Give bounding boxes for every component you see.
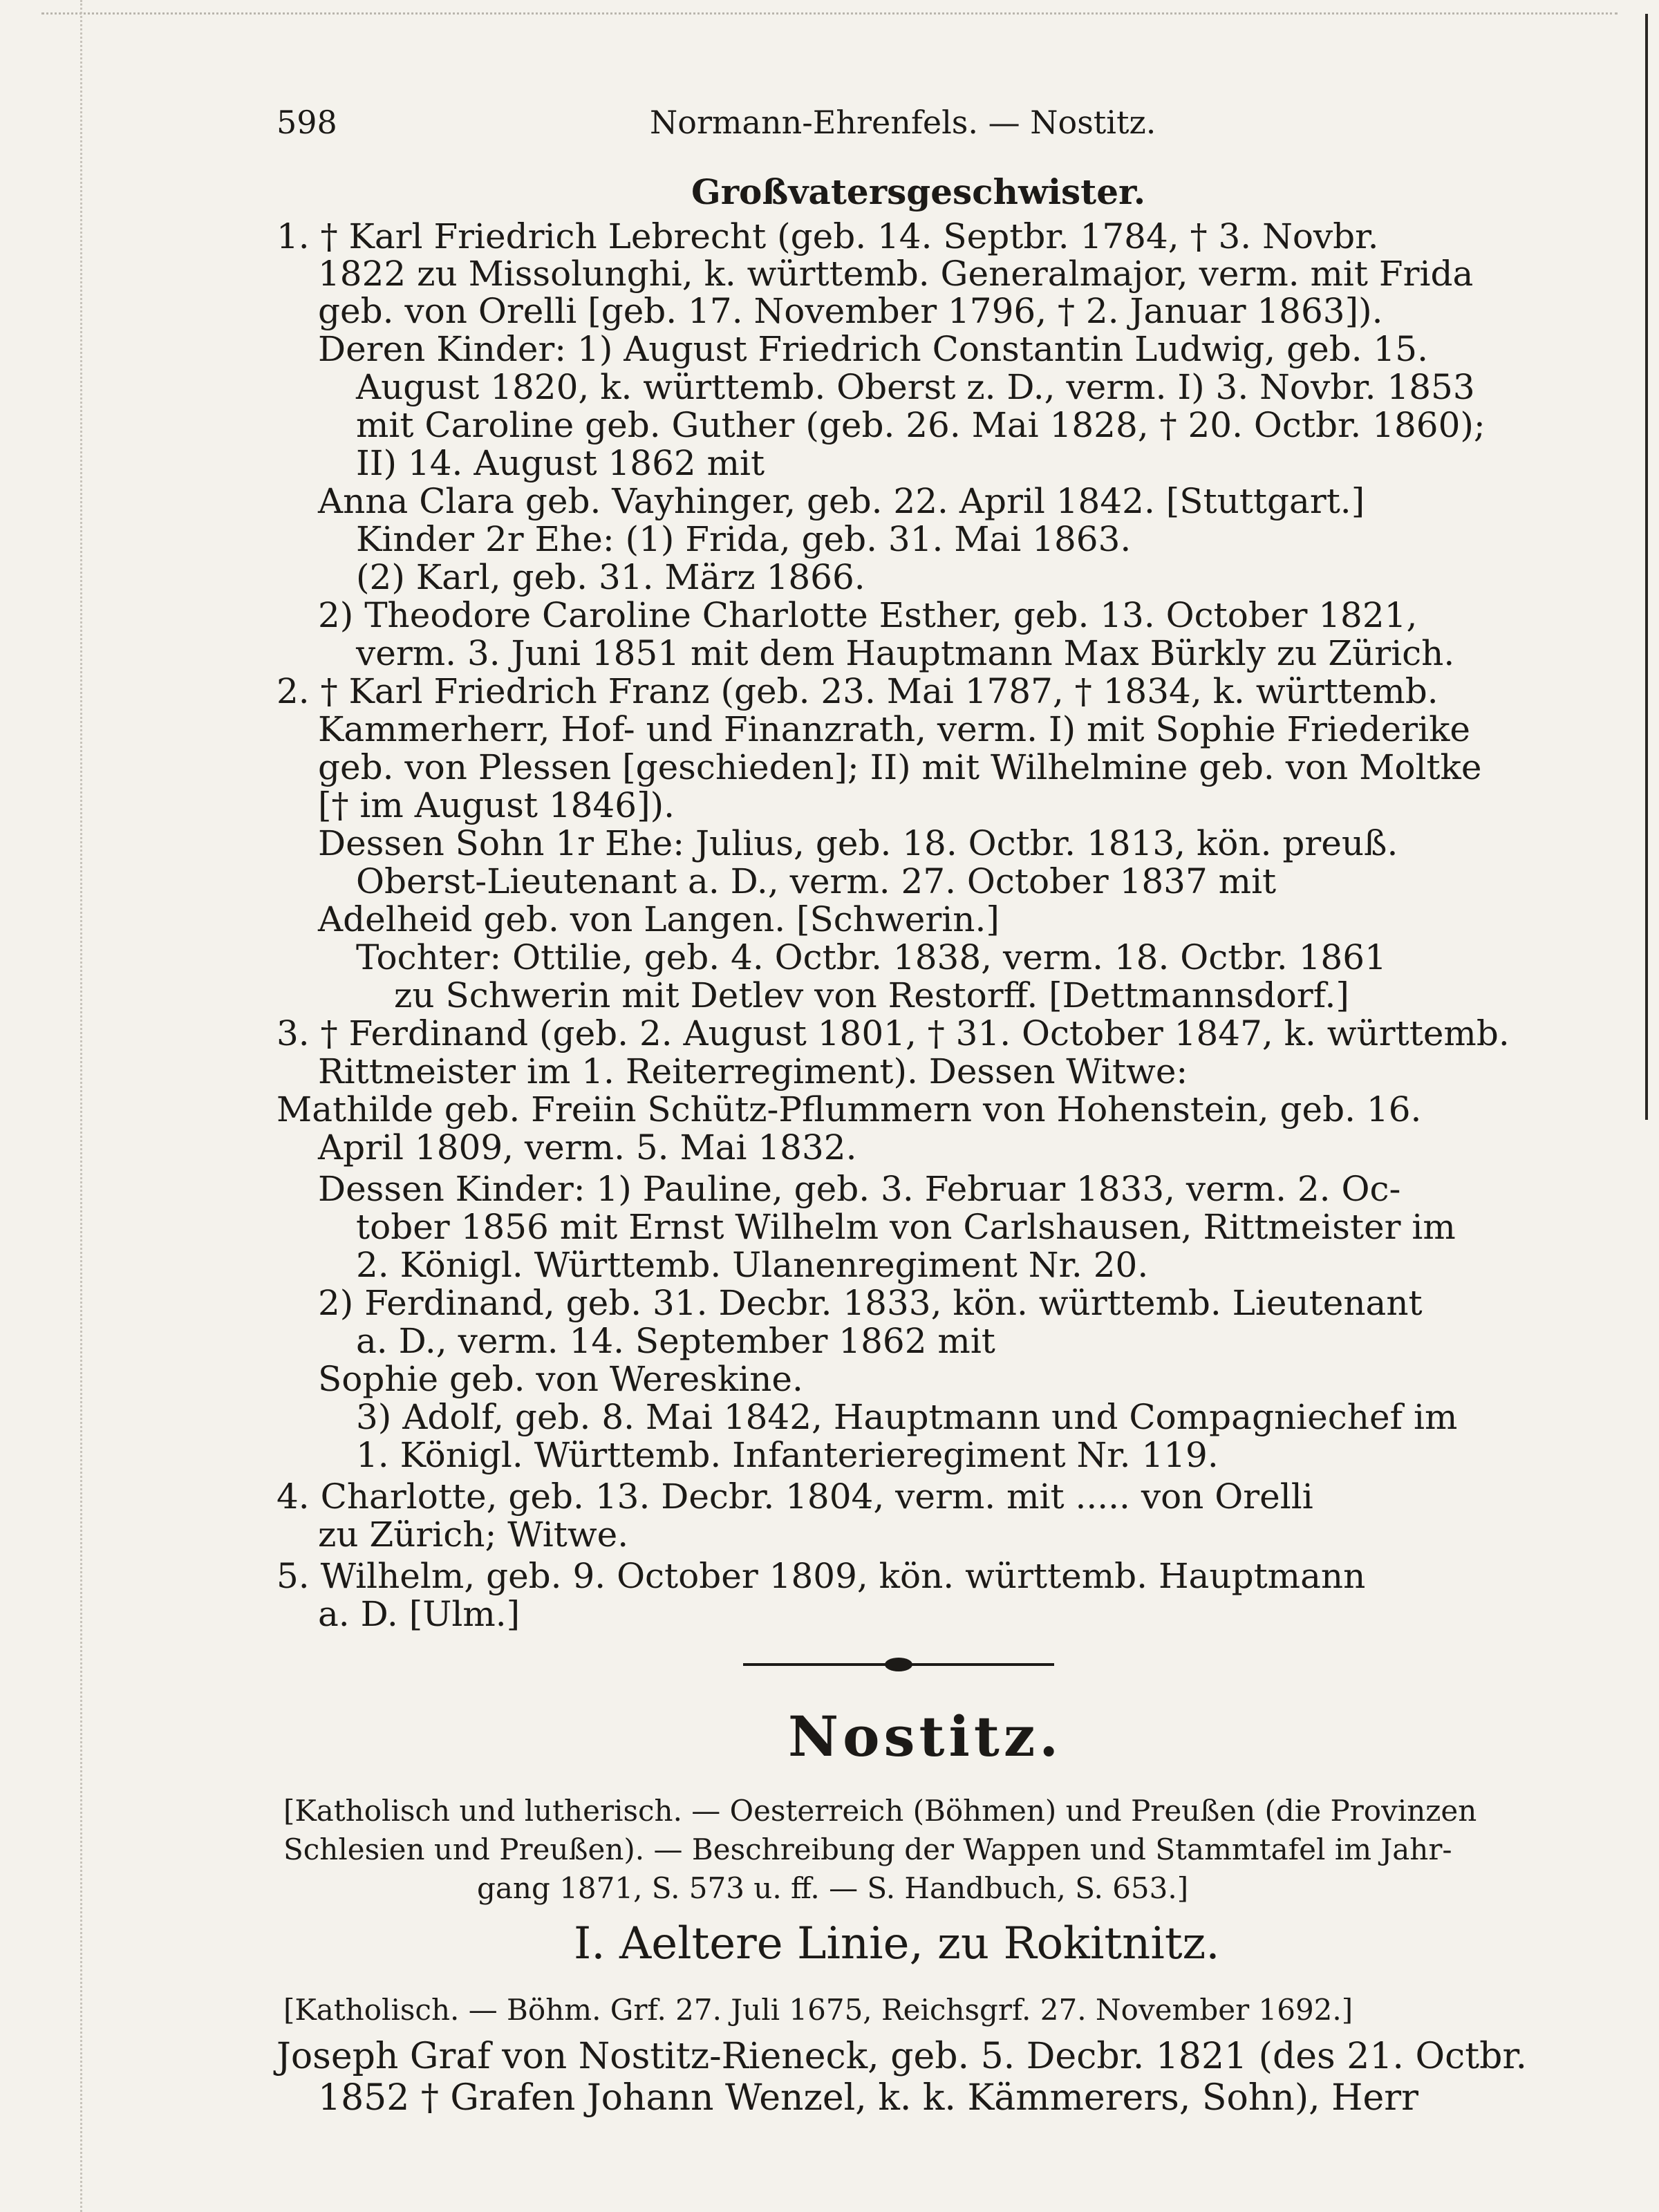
intro-line: [Katholisch und lutherisch. — Oesterreich (Böhmen) und Preußen (die Provinzen xyxy=(283,1794,1477,1828)
text-line: tober 1856 mit Ernst Wilhelm von Carlshausen, Rittmeister im xyxy=(356,1207,1456,1247)
intro-line: gang 1871, S. 573 u. ff. — S. Handbuch, S. 653.] xyxy=(477,1871,1189,1905)
text-line: August 1820, k. württemb. Oberst z. D., verm. I) 3. Novbr. 1853 xyxy=(356,367,1475,407)
text-line: zu Schwerin mit Detlev von Restorff. [Dettmannsdorf.] xyxy=(394,975,1349,1015)
family-title-nostitz: Nostitz. xyxy=(788,1704,1063,1769)
text-line: 5. Wilhelm, geb. 9. October 1809, kön. württemb. Hauptmann xyxy=(276,1556,1366,1596)
text-line: geb. von Orelli [geb. 17. November 1796, † 2. Januar 1863]). xyxy=(318,291,1383,331)
text-line: (2) Karl, geb. 31. März 1866. xyxy=(356,557,865,597)
text-line: 4. Charlotte, geb. 13. Decbr. 1804, verm. mit ..... von Orelli xyxy=(276,1477,1313,1517)
section-divider-ornament xyxy=(743,1656,1054,1673)
text-line: Mathilde geb. Freiin Schütz-Pflummern von Hohenstein, geb. 16. xyxy=(276,1089,1422,1130)
text-line: Anna Clara geb. Vayhinger, geb. 22. April 1842. [Stuttgart.] xyxy=(318,481,1365,521)
text-line: 1822 zu Missolunghi, k. württemb. Generalmajor, verm. mit Frida xyxy=(318,254,1474,294)
text-line: 1. † Karl Friedrich Lebrecht (geb. 14. Septbr. 1784, † 3. Novbr. xyxy=(276,216,1379,256)
scan-border-left xyxy=(80,0,82,2212)
text-line: Joseph Graf von Nostitz-Rieneck, geb. 5. Decbr. 1821 (des 21. Octbr. xyxy=(276,2036,1528,2077)
text-line: II) 14. August 1862 mit xyxy=(356,443,765,483)
text-line: [† im August 1846]). xyxy=(318,785,675,825)
text-line: Sophie geb. von Wereskine. xyxy=(318,1359,803,1399)
text-line: a. D., verm. 14. September 1862 mit xyxy=(356,1321,995,1361)
text-line: Deren Kinder: 1) August Friedrich Constantin Ludwig, geb. 15. xyxy=(318,329,1429,369)
divider-center-ornament xyxy=(885,1658,912,1671)
text-line: Rittmeister im 1. Reiterregiment). Dessen Witwe: xyxy=(318,1051,1188,1091)
text-line: 2. Königl. Württemb. Ulanenregiment Nr. 20. xyxy=(356,1245,1149,1285)
text-line: 2) Ferdinand, geb. 31. Decbr. 1833, kön. württemb. Lieutenant xyxy=(318,1283,1423,1323)
text-line: verm. 3. Juni 1851 mit dem Hauptmann Max Bürkly zu Zürich. xyxy=(356,633,1455,673)
text-line: Dessen Kinder: 1) Pauline, geb. 3. Februar 1833, verm. 2. Oc- xyxy=(318,1169,1401,1209)
text-line: Adelheid geb. von Langen. [Schwerin.] xyxy=(318,899,1000,939)
text-line: Tochter: Ottilie, geb. 4. Octbr. 1838, verm. 18. Octbr. 1861 xyxy=(356,937,1387,977)
text-line: 2. † Karl Friedrich Franz (geb. 23. Mai 1787, † 1834, k. württemb. xyxy=(276,671,1438,711)
text-line: a. D. [Ulm.] xyxy=(318,1594,521,1634)
line-subtitle: I. Aeltere Linie, zu Rokitnitz. xyxy=(574,1918,1220,1969)
page-number: 598 xyxy=(276,104,337,141)
intro-line: Schlesien und Preußen). — Beschreibung der Wappen und Stammtafel im Jahr- xyxy=(283,1833,1452,1866)
running-title: Normann-Ehrenfels. — Nostitz. xyxy=(650,104,1156,141)
page-edge-line xyxy=(1645,14,1648,1120)
text-line: 2) Theodore Caroline Charlotte Esther, geb. 13. October 1821, xyxy=(318,595,1418,635)
text-line: 1. Königl. Württemb. Infanterieregiment Nr. 119. xyxy=(356,1435,1219,1475)
line-note: [Katholisch. — Böhm. Grf. 27. Juli 1675, Reichsgrf. 27. November 1692.] xyxy=(283,1993,1353,2027)
page-header xyxy=(276,104,1521,152)
text-line: 1852 † Grafen Johann Wenzel, k. k. Kämmerers, Sohn), Herr xyxy=(318,2077,1419,2119)
text-line: Oberst-Lieutenant a. D., verm. 27. October 1837 mit xyxy=(356,861,1277,901)
text-line: Dessen Sohn 1r Ehe: Julius, geb. 18. Octbr. 1813, kön. preuß. xyxy=(318,823,1398,863)
scan-border-top xyxy=(41,12,1618,15)
section-title-grandfather-siblings: Großvatersgeschwister. xyxy=(691,171,1146,212)
text-line: Kinder 2r Ehe: (1) Frida, geb. 31. Mai 1863. xyxy=(356,519,1132,559)
text-line: April 1809, verm. 5. Mai 1832. xyxy=(318,1127,857,1168)
text-line: Kammerherr, Hof- und Finanzrath, verm. I) mit Sophie Friederike xyxy=(318,709,1470,749)
text-line: 3. † Ferdinand (geb. 2. August 1801, † 31. October 1847, k. württemb. xyxy=(276,1013,1510,1053)
text-line: zu Zürich; Witwe. xyxy=(318,1515,629,1555)
text-line: mit Caroline geb. Guther (geb. 26. Mai 1828, † 20. Octbr. 1860); xyxy=(356,405,1485,445)
text-line: geb. von Plessen [geschieden]; II) mit Wilhelmine geb. von Moltke xyxy=(318,747,1482,787)
text-line: 3) Adolf, geb. 8. Mai 1842, Hauptmann und Compagniechef im xyxy=(356,1397,1458,1437)
